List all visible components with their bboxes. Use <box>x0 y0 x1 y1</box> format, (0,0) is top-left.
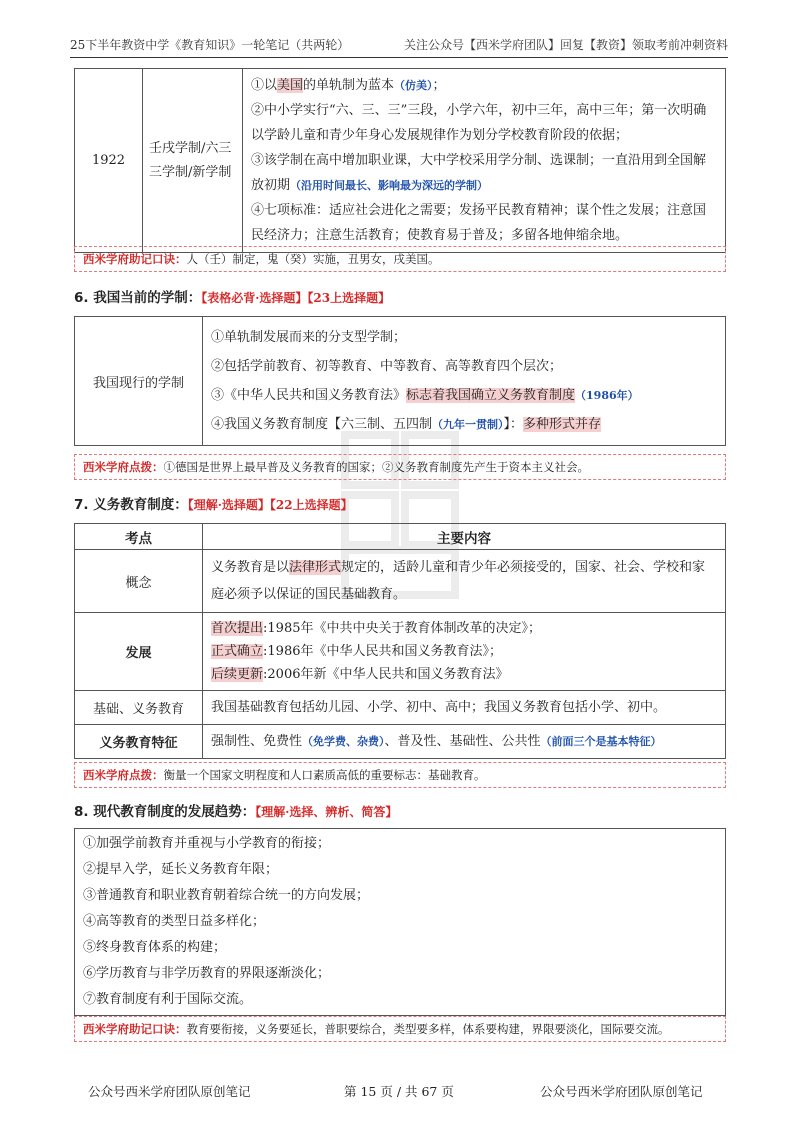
list-item: ⑥学历教育与非学历教育的界限逐渐淡化； <box>83 966 331 981</box>
row-development-content: 首次提出:1985年《中共中央关于教育体制改革的决定》； 正式确立:1986年《中华人民共和国义务教育法》； 后续更新:2006年新《中华人民共和国义务教育法》 <box>203 613 726 691</box>
section-8-heading: 8. 现代教育制度的发展趋势：【理解·选择、辨析、简答】 <box>74 804 398 820</box>
xuzhi-1922-table <box>74 68 726 253</box>
trend-list <box>74 828 726 1016</box>
row-development-label: 发展 <box>75 613 203 691</box>
footer-right: 公众号西米学府团队原创笔记 <box>540 1084 703 1099</box>
current-system-table <box>74 316 726 446</box>
row-basic-content: 我国基础教育包括幼儿园、小学、初中、高中；我国义务教育包括小学、初中。 <box>203 691 726 725</box>
row-features-label: 义务教育特征 <box>75 725 203 759</box>
list-item: ④高等教育的类型日益多样化； <box>83 914 266 929</box>
list-item: ①加强学前教育并重视与小学教育的衔接； <box>83 836 331 851</box>
header-right: 关注公众号【西米学府团队】回复【教资】领取考前冲刺资料 <box>403 38 728 52</box>
row-concept-label: 概念 <box>75 550 203 613</box>
year-cell: 1922 <box>75 69 143 253</box>
detail-line-4: ④七项标准：适应社会进化之需要；发扬平民教育精神；谋个性之发展；注意国民经济力；注意生活教育；使教育易于普及；多留各地伸缩余地。 <box>251 203 707 243</box>
current-system-label: 我国现行的学制 <box>75 317 203 446</box>
header-left: 25下半年教资中学《教育知识》一轮笔记（共两轮） <box>70 38 350 52</box>
page-number: 第 15 页 / 共 67 页 <box>344 1084 454 1099</box>
system-name-cell: 壬戌学制/六三三学制/新学制 <box>143 69 243 253</box>
col-header-topic: 考点 <box>75 524 203 550</box>
list-item: ⑦教育制度有利于国际交流。 <box>83 992 253 1007</box>
row-concept-content: 义务教育是以法律形式规定的，适龄儿童和青少年必须接受的，国家、社会、学校和家庭必须予以保证的国民基础教育。 <box>203 550 726 613</box>
tip-2: 西米学府点拨：①德国是世界上最早普及义务教育的国家；②义务教育制度先产生于资本主义社会。 <box>74 454 726 480</box>
detail-line-2: ②中小学实行“六、三、三”三段，小学六年，初中三年，高中三年；第一次明确以学龄儿童和青少年身心发展规律作为划分学校教育阶段的依据； <box>251 103 707 143</box>
list-item: ⑤终身教育体系的构建； <box>83 940 227 955</box>
list-item: ②提早入学，延长义务教育年限； <box>83 862 279 877</box>
mnemonic-tip-1: 西米学府助记口诀：人（壬）制定，鬼（癸）实施，丑男女，戌美国。 <box>74 246 726 272</box>
list-item: ③普通教育和职业教育朝着综合统一的方向发展； <box>83 888 370 903</box>
mnemonic-tip-4: 西米学府助记口诀：教育要衔接，义务要延长，普职要综合，类型要多样，体系要构建，界限要淡化，国际要交流。 <box>74 1016 726 1042</box>
detail-line-3: ③该学制在高中增加职业课，大中学校采用学分制、选课制；一直沿用到全国解放初期（沿用时间最长、影响最为深远的学制） <box>251 153 707 193</box>
page-header <box>70 36 728 58</box>
tip-3: 西米学府点拨：衡量一个国家文明程度和人口素质高低的重要标志：基础教育。 <box>74 762 726 788</box>
system-detail-cell <box>243 69 726 253</box>
row-features-content: 强制性、免费性（免学费、杂费）、普及性、基础性、公共性（前面三个是基本特征） <box>203 725 726 759</box>
footer-left: 公众号西米学府团队原创笔记 <box>88 1084 251 1099</box>
current-system-content: ①单轨制发展而来的分支型学制； ②包括学前教育、初等教育、中等教育、高等教育四个层次； ③《中华人民共和国义务教育法》标志着我国确立义务教育制度（1986年） ④我国义务教育制度【六三制、五四制（九年一贯制）】：多种形式并存 <box>203 317 726 446</box>
section-7-heading: 7. 义务教育制度：【理解·选择题】【22上选择题】 <box>74 497 353 513</box>
col-header-content: 主要内容 <box>203 524 726 550</box>
detail-line-1: ①以美国的单轨制为蓝本（仿美）； <box>251 78 446 93</box>
row-basic-label: 基础、义务教育 <box>75 691 203 725</box>
section-6-heading: 6. 我国当前的学制：【表格必背·选择题】【23上选择题】 <box>74 290 391 306</box>
compulsory-education-table <box>74 523 726 759</box>
